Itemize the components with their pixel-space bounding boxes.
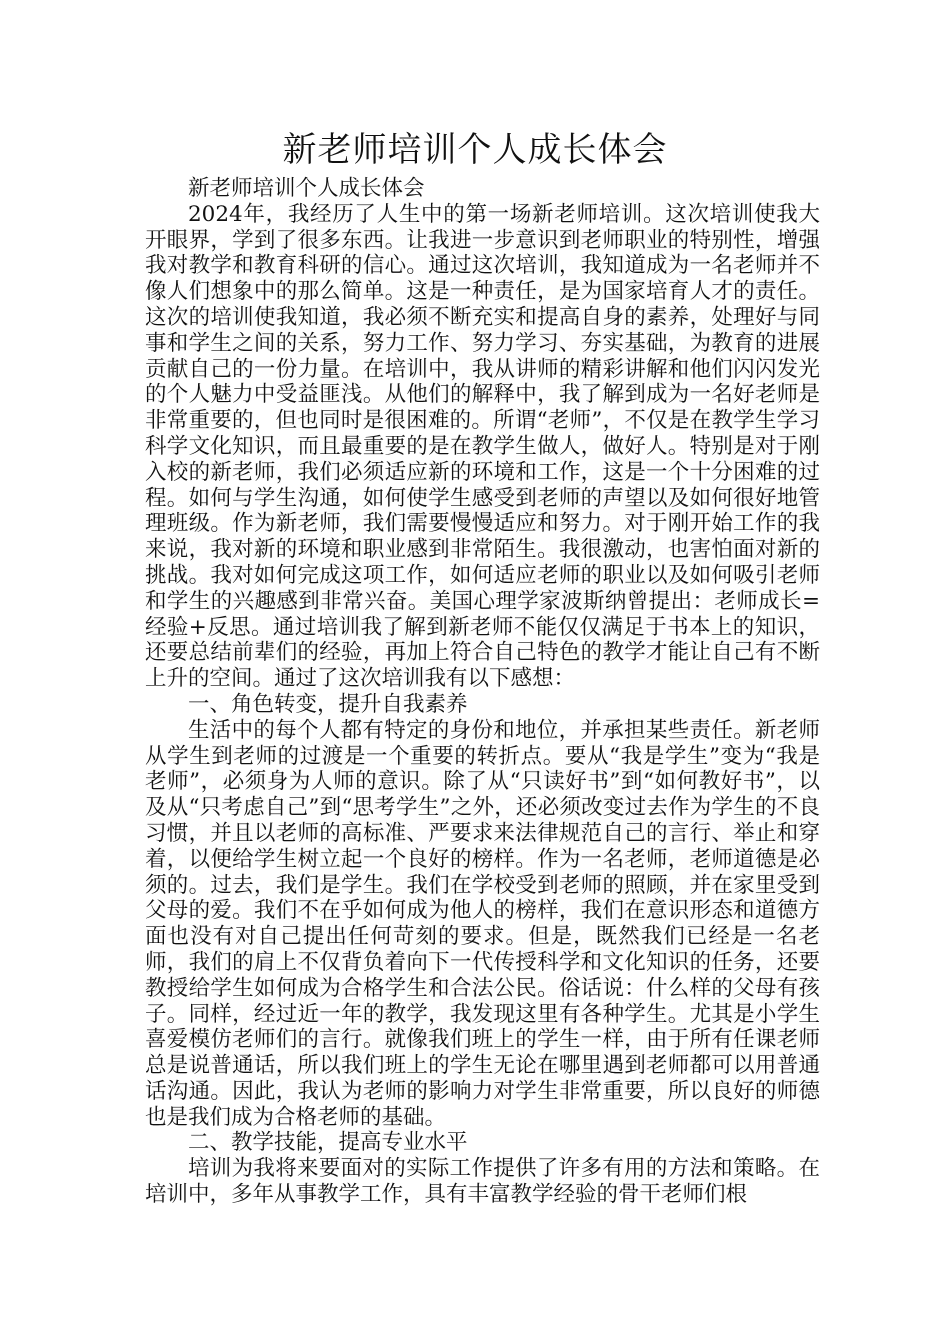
body-paragraph: 培训为我将来要面对的实际工作提供了许多有用的方法和策略。在培训中，多年从事教学工作，具有丰富教学经验的骨干老师们根 bbox=[145, 1156, 820, 1208]
section-heading: 二、教学技能，提高专业水平 bbox=[188, 1130, 468, 1156]
document-subtitle: 新老师培训个人成长体会 bbox=[188, 176, 425, 201]
body-paragraph: 生活中的每个人都有特定的身份和地位，并承担某些责任。新老师从学生到老师的过渡是一个重要的转折点。要从“我是学生”变为“我是老师”，必须身为人师的意识。除了从“只读好书”到“如何教好书”，以及从“只考虑自己”到“思考学生”之外，还必须改变过去作为学生的不良习惯，并且以老师的高标准、严要求来法律规范自己的言行、举止和穿着，以便给学生树立起一个良好的榜样。作为一名老师，老师道德是必须的。过去，我们是学生。我们在学校受到老师的照顾，并在家里受到父母的爱。我们不在乎如何成为他人的榜样，我们在意识形态和道德方面也没有对自己提出任何苛刻的要求。但是，既然我们已经是一名老师，我们的肩上不仅背负着向下一代传授科学和文化知识的任务，还要教授给学生如何成为合格学生和合法公民。俗话说：什么样的父母有孩子。同样，经过近一年的教学，我发现这里有各种学生。尤其是小学生喜爱模仿老师们的言行。就像我们班上的学生一样，由于所有任课老师总是说普通话，所以我们班上的学生无论在哪里遇到老师都可以用普通话沟通。因此，我认为老师的影响力对学生非常重要，所以良好的师德也是我们成为合格老师的基础。 bbox=[145, 717, 820, 1130]
document-title: 新老师培训个人成长体会 bbox=[282, 130, 668, 170]
body-paragraph: 2024年，我经历了人生中的第一场新老师培训。这次培训使我大开眼界，学到了很多东西。让我进一步意识到老师职业的特别性，增强我对教学和教育科研的信心。通过这次培训，我知道成为一名老师并不像人们想象中的那么简单。这是一种责任，是为国家培育人才的责任。这次的培训使我知道，我必须不断充实和提高自身的素养，处理好与同事和学生之间的关系，努力工作、努力学习、夯实基础，为教育的进展贡献自己的一份力量。在培训中，我从讲师的精彩讲解和他们闪闪发光的个人魅力中受益匪浅。从他们的解释中，我了解到成为一名好老师是非常重要的，但也同时是很困难的。所谓“老师”，不仅是在教学生学习科学文化知识，而且最重要的是在教学生做人，做好人。特别是对于刚入校的新老师，我们必须适应新的环境和工作，这是一个十分困难的过程。如何与学生沟通，如何使学生感受到老师的声望以及如何很好地管理班级。作为新老师，我们需要慢慢适应和努力。对于刚开始工作的我来说，我对新的环境和职业感到非常陌生。我很激动，也害怕面对新的挑战。我对如何完成这项工作，如何适应老师的职业以及如何吸引老师和学生的兴趣感到非常兴奋。美国心理学家波斯纳曾提出：老师成长=经验+反思。通过培训我了解到新老师不能仅仅满足于书本上的知识，还要总结前辈们的经验，再加上符合自己特色的教学才能让自己有不断上升的空间。通过了这次培训我有以下感想： bbox=[145, 201, 820, 692]
section-heading: 一、角色转变，提升自我素养 bbox=[188, 691, 468, 717]
document-body bbox=[145, 176, 820, 1208]
